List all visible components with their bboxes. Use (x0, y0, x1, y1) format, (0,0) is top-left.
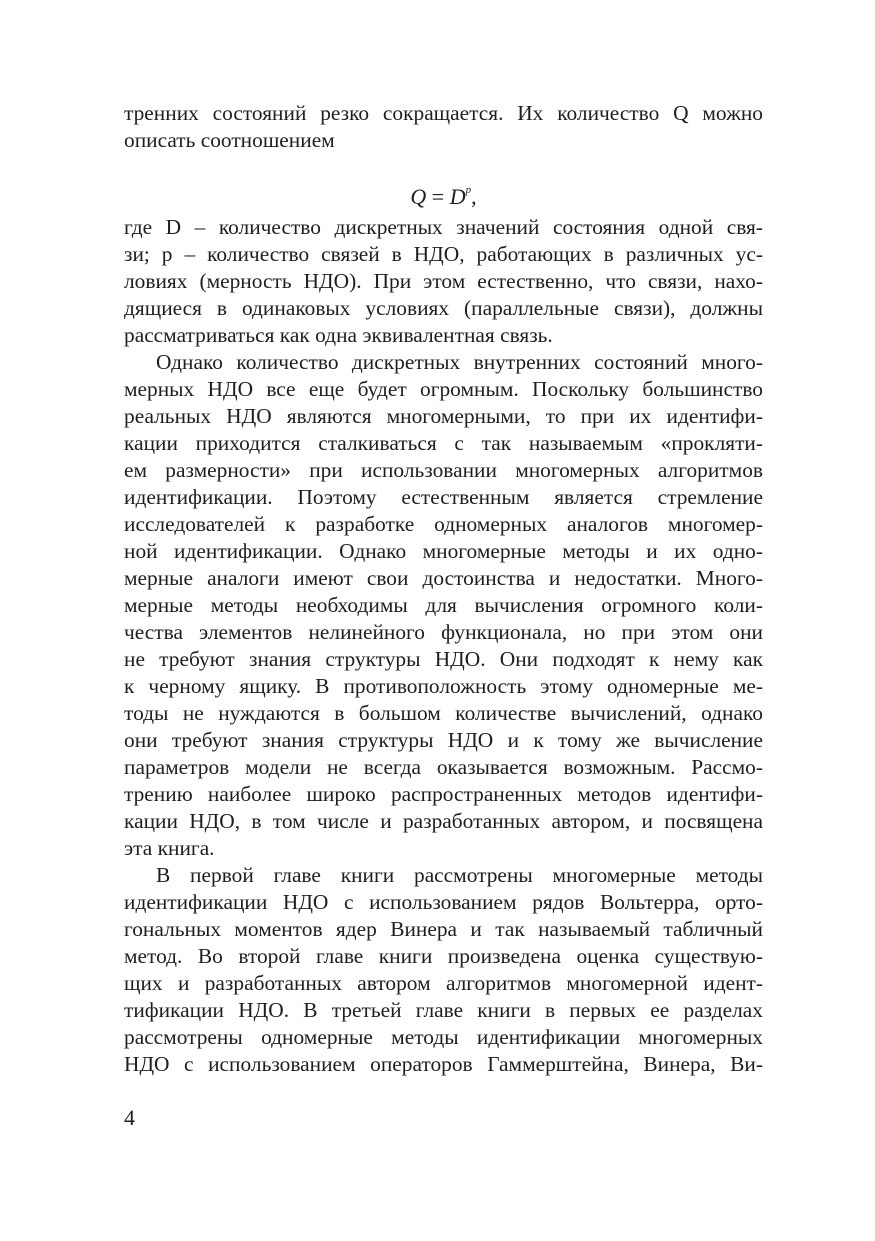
text-line: идентификации. Поэтому естественным является стремление (124, 485, 763, 509)
text-line: ной идентификации. Однако многомерные методы и их одно- (124, 539, 763, 563)
body-text (124, 100, 763, 1078)
text-line: трению наиболее широко распространенных методов идентифи- (124, 782, 763, 806)
text-line: идентификации НДО с использованием рядов Вольтерра, орто- (124, 890, 763, 914)
formula-trailing-comma: , (471, 184, 477, 209)
text-line: рассмотрены одномерные методы идентификации многомерных (124, 1025, 763, 1049)
text-line: рассматриваться как одна эквивалентная связь. (124, 323, 553, 347)
page-number: 4 (124, 1105, 135, 1130)
text-line: мерные аналоги имеют свои достоинства и недостатки. Много- (124, 566, 763, 590)
text-line: щих и разработанных автором алгоритмов многомерной идент- (124, 971, 763, 995)
text-line: кации НДО, в том числе и разработанных автором, и посвящена (124, 809, 763, 833)
text-line: дящиеся в одинаковых условиях (параллельные связи), должны (124, 296, 763, 320)
text-line: где D – количество дискретных значений состояния одной свя- (124, 215, 763, 239)
text-line: исследователей к разработке одномерных аналогов многомер- (124, 512, 763, 536)
text-line: мерных НДО все еще будет огромным. Поскольку большинство (124, 377, 763, 401)
text-line: реальных НДО являются многомерными, то при их идентифи- (124, 404, 763, 428)
text-line: ем размерности» при использовании многомерных алгоритмов (124, 458, 763, 482)
text-line: гональных моментов ядер Винера и так называемый табличный (124, 917, 763, 941)
text-line: тификации НДО. В третьей главе книги в первых ее разделах (124, 998, 763, 1022)
text-line: тоды не нуждаются в большом количестве вычислений, однако (124, 701, 763, 725)
text-line: ловиях (мерность НДО). При этом естественно, что связи, нахо- (124, 269, 763, 293)
text-line: Однако количество дискретных внутренних состояний много- (156, 350, 763, 374)
text-line: НДО с использованием операторов Гаммерштейна, Винера, Ви- (124, 1052, 763, 1076)
formula-equals: = (431, 184, 445, 209)
text-line: параметров модели не всегда оказывается возможным. Рассмо- (124, 755, 763, 779)
text-line: чества элементов нелинейного функционала, но при этом они (124, 620, 763, 644)
text-line: зи; p – количество связей в НДО, работающих в различных ус- (124, 242, 763, 266)
text-line: они требуют знания структуры НДО и к тому же вычисление (124, 728, 763, 752)
text-line: к черному ящику. В противоположность этому одномерные ме- (124, 674, 763, 698)
formula-base: D (449, 184, 466, 209)
text-line: описать соотношением (124, 128, 335, 152)
text-line: эта книга. (124, 836, 215, 860)
text-line: не требуют знания структуры НДО. Они подходят к нему как (124, 647, 763, 671)
formula-exponent: p (465, 184, 472, 196)
text-line: метод. Во второй главе книги произведена оценка существую- (124, 944, 763, 968)
text-line: тренних состояний резко сокращается. Их количество Q можно (124, 101, 763, 125)
text-line: кации приходится сталкиваться с так называемым «прокляти- (124, 431, 763, 455)
formula (124, 172, 763, 208)
text-line: В первой главе книги рассмотрены многомерные методы (156, 863, 763, 887)
text-line: мерные методы необходимы для вычисления огромного коли- (124, 593, 763, 617)
formula-lhs: Q (410, 184, 427, 209)
